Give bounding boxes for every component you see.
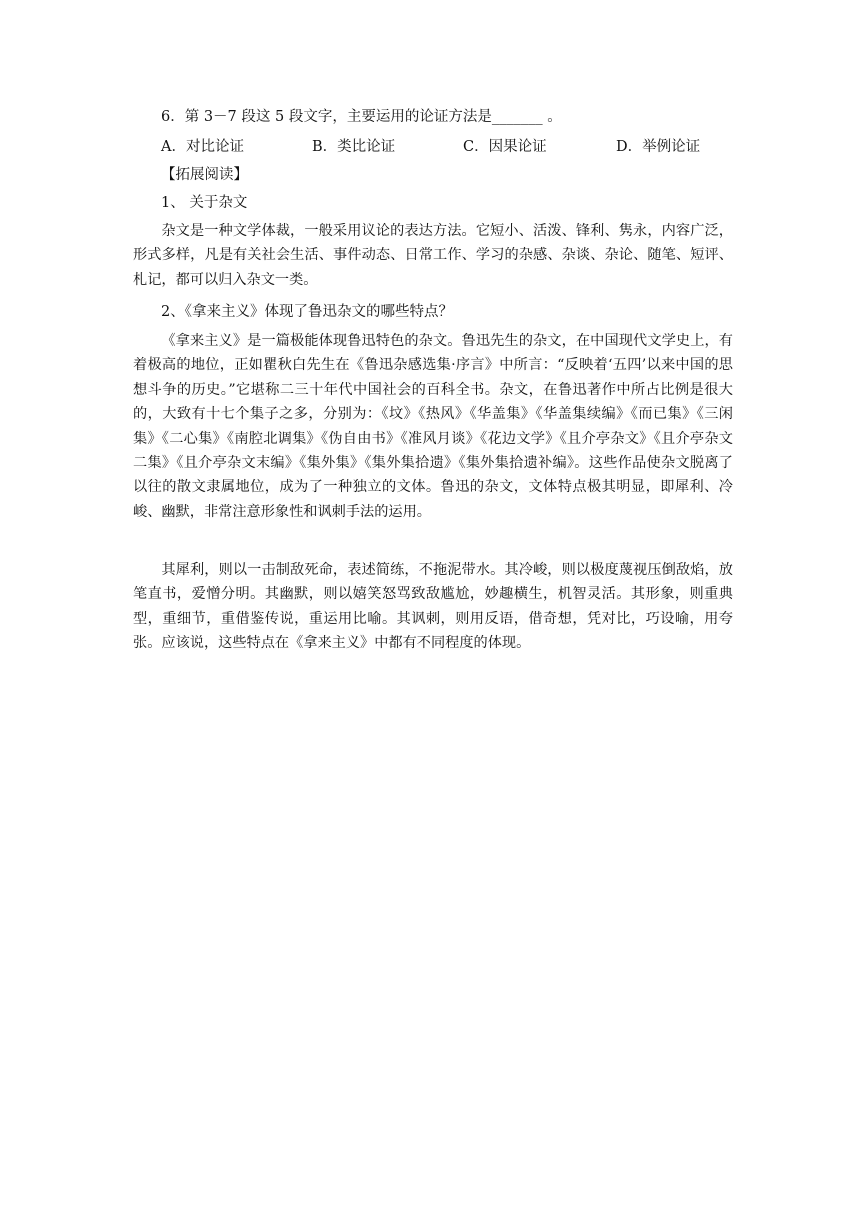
section-2-paragraph-1: 《拿来主义》是一篇极能体现鲁迅特色的杂文。鲁迅先生的杂文，在中国现代文学史上，有着极高的地位，正如瞿秋白先生在《鲁迅杂感选集·序言》中所言：“反映着‘五四’以来中国的思想斗争的历史。”它堪称二三十年代中国社会的百科全书。杂文，在鲁迅著作中所占比例是很大的，大致有十七个集子之多，分别为：《坟》《热风》《华盖集》《华盖集续编》《而已集》《三闲集》《二心集》《南腔北调集》《伪自由书》《准风月谈》《花边文学》《且介亭杂文》《且介亭杂文二集》《且介亭杂文末编》《集外集》《集外集拾遗》《集外集拾遗补编》。这些作品使杂文脱离了以往的散文隶属地位，成为了一种独立的文体。鲁迅的杂文，文体特点极其明显，即犀利、冷峻、幽默，非常注意形象性和讽刺手法的运用。 [133,333,733,520]
question-6: 6．第 3－7 段这 5 段文字，主要运用的论证方法是_______ 。 [161,109,562,125]
section-2-title: 2、《拿来主义》体现了鲁迅杂文的哪些特点？ [161,304,453,320]
extended-reading-heading: 【拓展阅读】 [161,167,248,183]
section-1-paragraph: 杂文是一种文学体裁，一般采用议论的表达方法。它短小、活泼、锋利、隽永，内容广泛，形式多样，凡是有关社会生活、事件动态、日常工作、学习的杂感、杂谈、杂论、随笔、短评、札记，都可以归入杂文一类。 [133,223,733,288]
option-b: B．类比论证 [312,139,396,155]
section-1-title: 1、 关于杂文 [161,195,248,211]
section-2-paragraph-2: 其犀利，则以一击制敌死命，表述简练，不拖泥带水。其冷峻，则以极度蔑视压倒敌焰，放笔直书，爱憎分明。其幽默，则以嬉笑怒骂致敌尴尬，妙趣横生，机智灵活。其形象，则重典型，重细节，重借鉴传说，重运用比喻。其讽刺，则用反语，借奇想，凭对比，巧设喻，用夸张。应该说，这些特点在《拿来主义》中都有不同程度的体现。 [133,562,733,652]
option-d: D．举例论证 [616,139,701,155]
option-a: A．对比论证 [161,139,244,155]
option-c: C．因果论证 [463,139,547,155]
